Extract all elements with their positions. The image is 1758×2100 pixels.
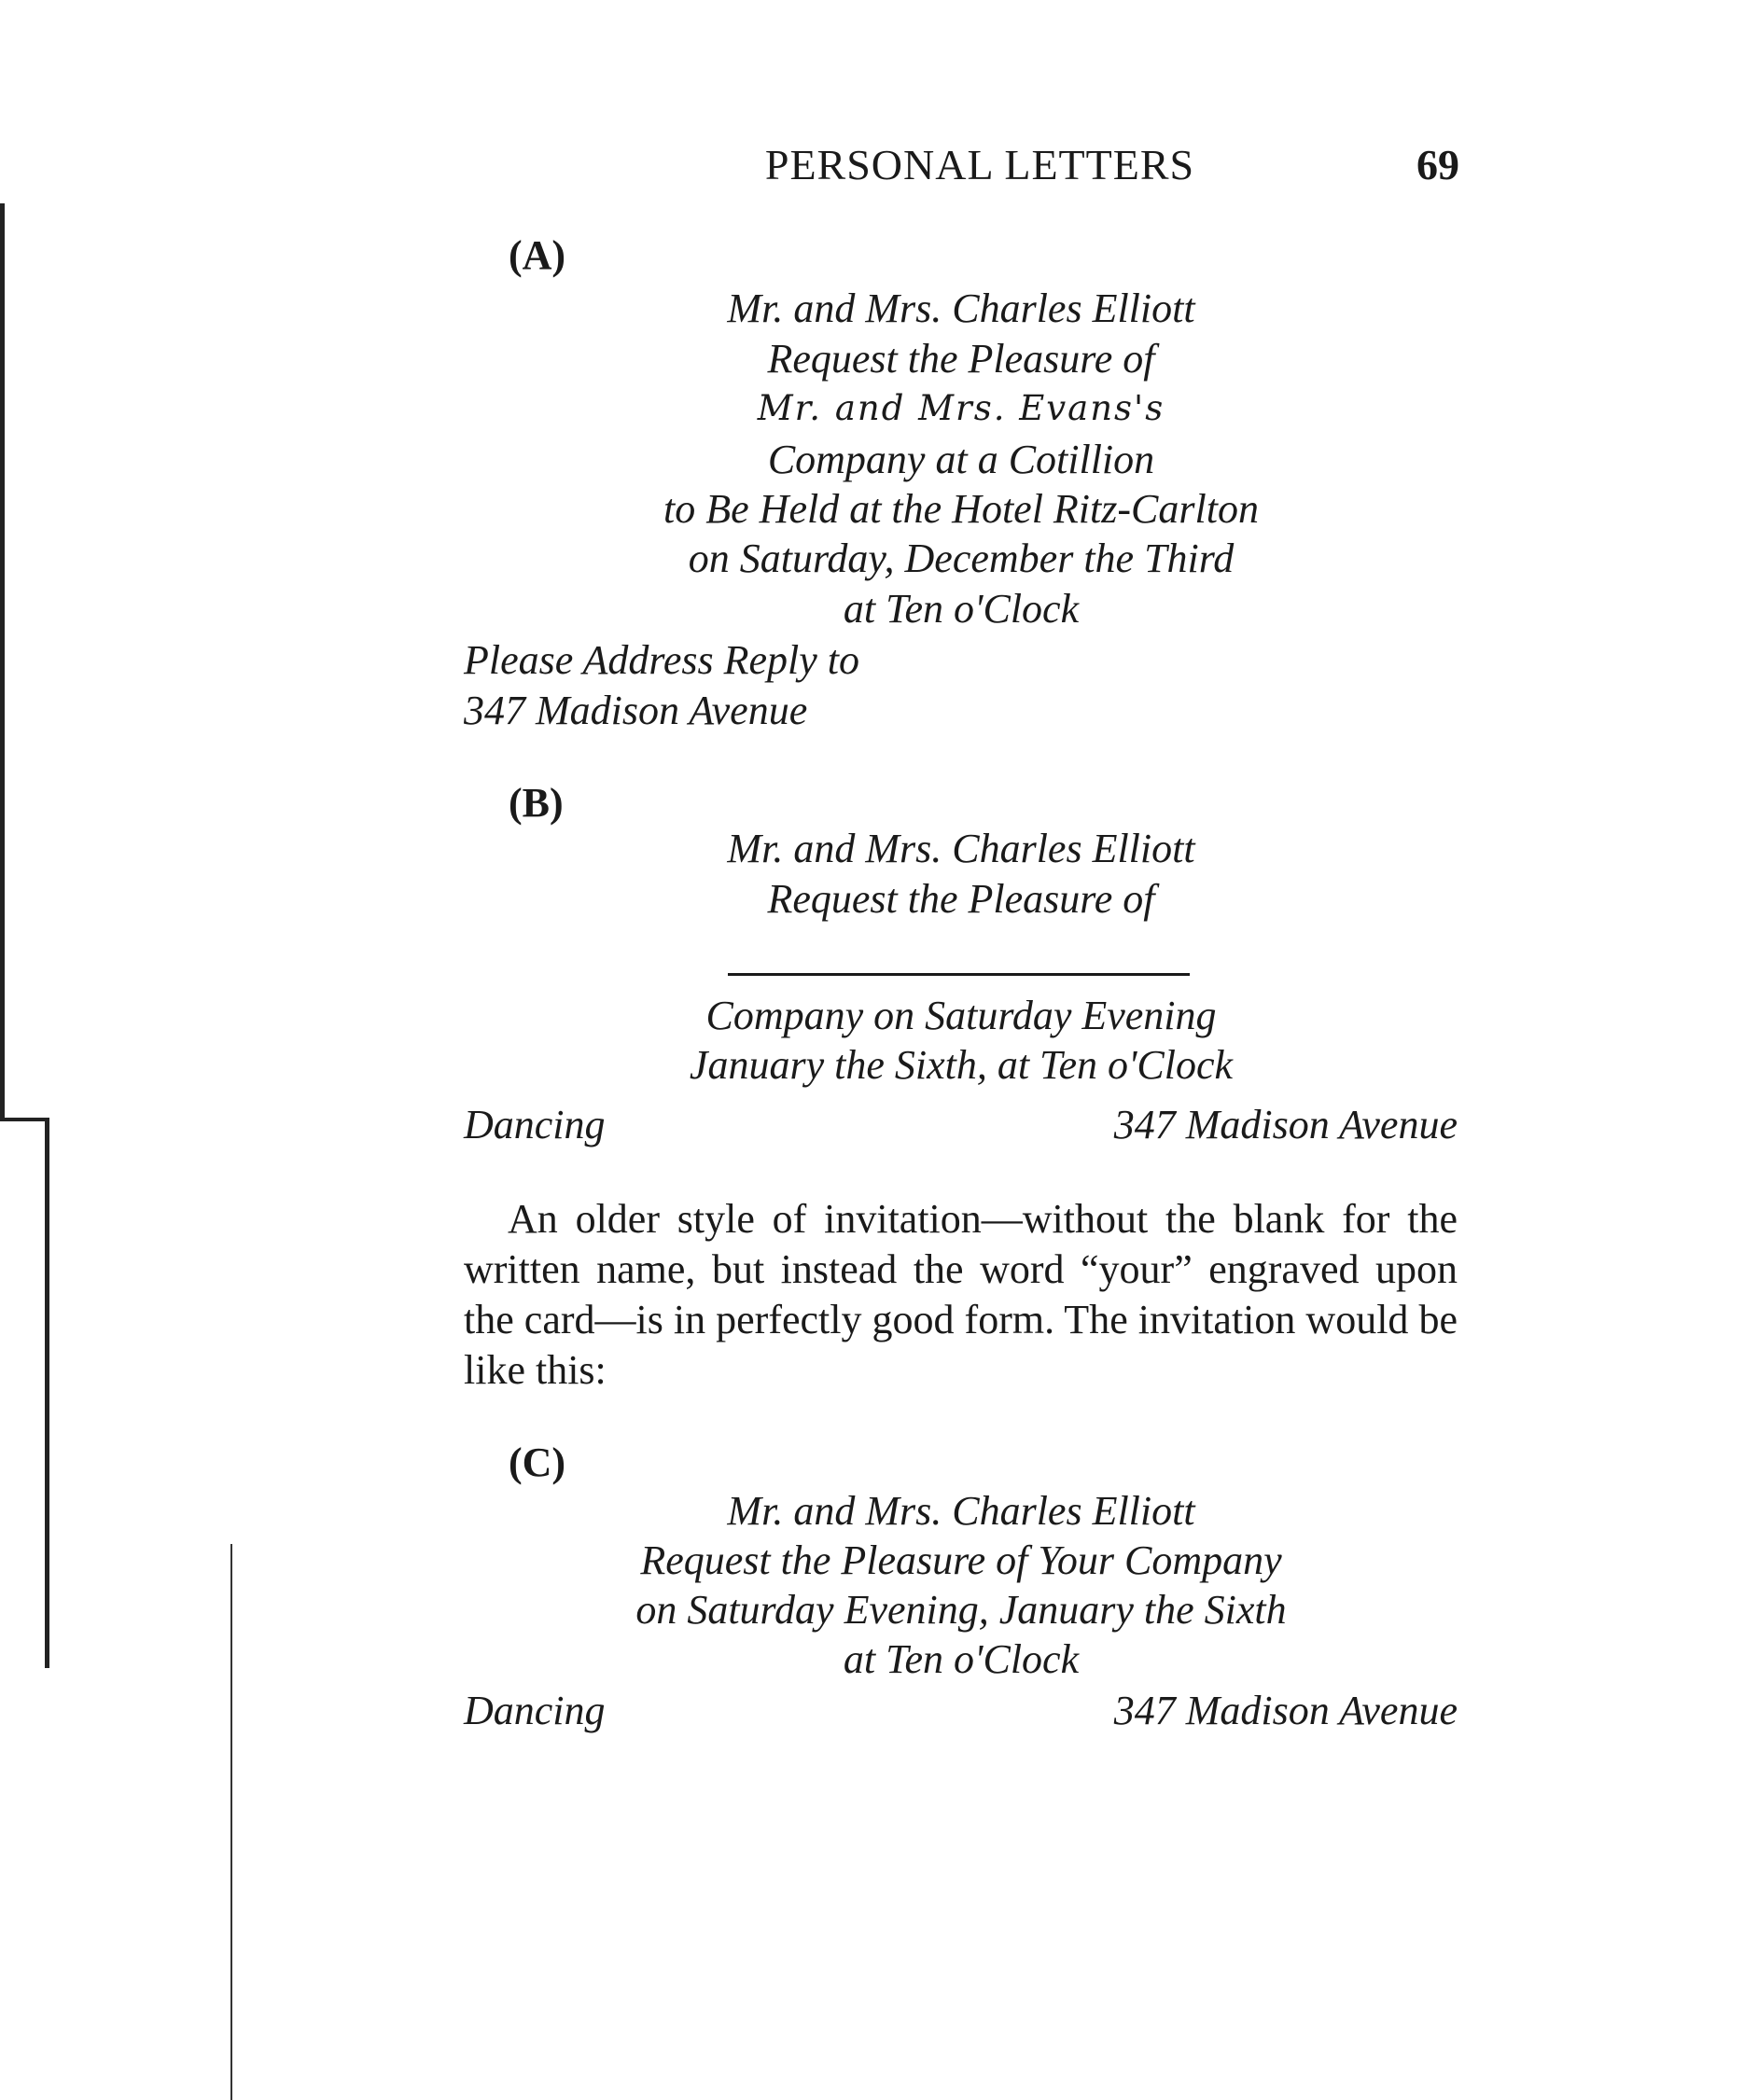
invitation-a-line: on Saturday, December the Third [688, 535, 1235, 581]
invitation-b-line: Request the Pleasure of [767, 876, 1155, 922]
body-paragraph: An older style of invitation—without the blank for the written name, but instead the word “your” engraved upon the card—is in perfectly good form. The invitation would be like this: [464, 1196, 1458, 1393]
invitation-c-footer-left: Dancing [464, 1688, 606, 1733]
invitation-c-footer-right: 347 Madison Avenue [1113, 1688, 1458, 1733]
invitation-b-line: January the Sixth, at Ten o'Clock [689, 1042, 1234, 1088]
binding-edge-line [0, 203, 5, 1120]
invitation-c-line: Mr. and Mrs. Charles Elliott [727, 1488, 1195, 1534]
invitation-a-label: (A) [509, 232, 566, 278]
invitation-b-footer-right: 347 Madison Avenue [1113, 1102, 1458, 1147]
invitation-a-line: Mr. and Mrs. Charles Elliott [727, 285, 1195, 331]
invitation-b-line: Mr. and Mrs. Charles Elliott [727, 826, 1195, 871]
invitation-a-reply-address: 347 Madison Avenue [464, 688, 808, 733]
invitation-a-guest-line: Mr. and Mrs. Evans's [757, 388, 1165, 428]
invitation-c-line: Request the Pleasure of Your Company [640, 1537, 1282, 1583]
running-header: PERSONAL LETTERS [764, 141, 1195, 188]
binding-edge-step [0, 1118, 49, 1121]
invitation-a-line: to Be Held at the Hotel Ritz-Carlton [663, 486, 1259, 532]
invitation-b-line: Company on Saturday Evening [705, 993, 1217, 1038]
binding-edge-line-lower [45, 1118, 49, 1668]
invitation-a-line: Request the Pleasure of [767, 336, 1155, 382]
invitation-c-line: at Ten o'Clock [843, 1636, 1080, 1682]
invitation-a-line: Company at a Cotillion [767, 437, 1155, 482]
invitation-c-label: (C) [509, 1439, 566, 1485]
scan-artifact-line [230, 1544, 232, 2100]
invitation-b-footer-left: Dancing [464, 1102, 606, 1147]
name-blank-rule [728, 973, 1190, 976]
invitation-a-line: at Ten o'Clock [843, 586, 1080, 632]
invitation-a-reply-line: Please Address Reply to [464, 637, 860, 683]
page-number: 69 [1416, 141, 1459, 188]
invitation-c-line: on Saturday Evening, January the Sixth [635, 1587, 1287, 1633]
invitation-b-label: (B) [509, 780, 564, 826]
